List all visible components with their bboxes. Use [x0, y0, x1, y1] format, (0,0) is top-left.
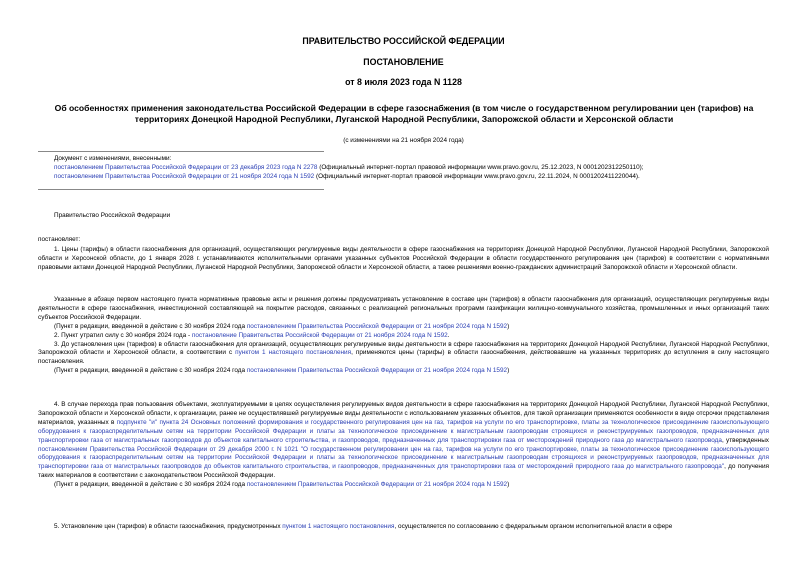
paragraphs-1b-3	[38, 296, 769, 376]
edition-note: (Пункт в редакции, введенной в действие с 30 ноября 2024 года постановлением Правительства Российской Федерации от 21 ноября 2024 года N 1592)	[54, 481, 510, 489]
paragraph-5: 5. Установление цен (тарифов) в области газоснабжения, предусмотренных пунктом 1 настоящего постановления, осуществляется по согласованию с федеральным органом исполнительной власти в сфере	[54, 523, 673, 530]
paragraph-5-block	[38, 523, 769, 532]
paragraph-4-link-basics[interactable]: подпункте "и" пункта 24 Основных положений формирования и государственного регулирования цен на газ, тарифов на услуги по его транспортировке, платы за технологическое присоединение газоиспользующего оборудования к газораспределительным сетям на территории Российской Федерации и платы за технологическое присоединение к магистральным газопроводам строящихся и реконструируемых газопроводов, предназначенных для транспортировки газа от магистральных газопроводов до объектов капитального строительства, и газопроводов, предназначенных для транспортировки газа от месторождений природного газа до магистрального газопровода	[38, 418, 769, 444]
edition-note-link[interactable]: постановлением Правительства Российской Федерации от 21 ноября 2024 года N 1592	[246, 481, 508, 489]
paragraph-4-block	[38, 401, 769, 490]
divider-top	[38, 151, 324, 152]
paragraph-3: 3. До установления цен (тарифов) в области газоснабжения для организаций, осуществляющих регулируемые виды деятельности в сфере газоснабжения на территориях Донецкой Народной Республики, Луганской Народной Республики, Запорожской области и Херсонской области, в соответствии с пунктом 1 настоящего постановления, применяются цены (тарифы) в области газоснабжения, действовавшие на указанных территориях до вступления в силу настоящего постановления.	[38, 340, 769, 366]
edition-note: (Пункт в редакции, введенной в действие с 30 ноября 2024 года постановлением Правительства Российской Федерации от 21 ноября 2024 года N 1592)	[54, 367, 510, 375]
edition-note: (Пункт в редакции, введенной в действие с 30 ноября 2024 года постановлением Правительства Российской Федерации от 21 ноября 2024 года N 1592)	[54, 322, 510, 330]
change-source: (Официальный интернет-портал правовой информации www.pravo.gov.ru, 25.12.2023, N 0001202312250110);	[317, 163, 644, 171]
changes-block	[54, 155, 774, 182]
paragraph-1b: Указанные в абзаце первом настоящего пункта нормативные правовые акты и решения должны предусматривать установление в составе цен (тарифов) в области газоснабжения для организаций, осуществляющих регулируемые виды деятельности в сфере газоснабжения, инвестиционной составляющей на покрытие расходов, связанных с реализацией региональных программ газификации жилищно-коммунального хозяйства, промышленных и иных организаций таких субъектов Российской Федерации.	[38, 296, 769, 321]
paragraph-2-link[interactable]: постановление Правительства Российской Федерации от 21 ноября 2024 года N 1592	[191, 331, 448, 339]
change-link-2278[interactable]: постановлением Правительства Российской Федерации от 23 декабря 2023 года N 2278	[54, 163, 318, 171]
paragraph-2: 2. Пункт утратил силу с 30 ноября 2024 года - постановление Правительства Российской Федерации от 21 ноября 2024 года N 1592.	[54, 331, 450, 339]
revision-note: (с изменениями на 21 ноября 2024 года)	[343, 137, 464, 144]
document-date: от 8 июля 2023 года N 1128	[345, 77, 462, 87]
change-link-1592[interactable]: постановлением Правительства Российской Федерации от 21 ноября 2024 года N 1592	[54, 172, 315, 180]
paragraph-1-text: 1. Цены (тарифы) в области газоснабжения для организаций, осуществляющих регулируемые виды деятельности в сфере газоснабжения на территориях Донецкой Народной Республики, Луганской Народной Республики, Запорожской области и Херсонской области, до 1 января 2028 г. устанавливаются исполнительными органами указанных субъектов Российской Федерации в области государственного регулирования цен (тарифов) в соответствии с нормативными правовыми актами Донецкой Народной Республики, Луганской Народной Республики, Запорожской области и Херсонской области, а также решениями военно-гражданских администраций Запорожской области и Херсонской области.	[38, 246, 769, 271]
change-source: (Официальный интернет-портал правовой информации www.pravo.gov.ru, 22.11.2024, N 0001202411220044).	[314, 172, 640, 180]
paragraph-1	[38, 246, 769, 273]
change-entry	[54, 164, 774, 173]
edition-note-link[interactable]: постановлением Правительства Российской Федерации от 21 ноября 2024 года N 1592	[246, 322, 508, 330]
decree-word: постановляет:	[38, 236, 81, 243]
paragraph-3-link[interactable]: пунктом 1 настоящего постановления	[235, 349, 352, 357]
government-line: Правительство Российской Федерации	[54, 212, 171, 219]
government-heading: ПРАВИТЕЛЬСТВО РОССИЙСКОЙ ФЕДЕРАЦИИ	[302, 36, 505, 46]
paragraph-5-link[interactable]: пунктом 1 настоящего постановления	[282, 523, 395, 530]
divider-bottom	[38, 189, 324, 190]
edition-note-link[interactable]: постановлением Правительства Российской Федерации от 21 ноября 2024 года N 1592	[246, 367, 508, 375]
document-title: Об особенностях применения законодательства Российской Федерации в сфере газоснабжения (в том числе о государственном регулировании цен (тарифов) на территориях Донецкой Народной Республики, Луганской Народной Республики, Запорожской области и Херсонской области	[54, 103, 754, 124]
paragraph-4-link-1021[interactable]: постановлением Правительства Российской Федерации от 29 декабря 2000 г. N 1021 "О государственном регулировании цен на газ, тарифов на услуги по его транспортировке, платы за технологическое присоединение газоиспользующего оборудования к газораспределительным сетям на территории Российской Федерации и платы за технологическое присоединение к магистральным газопроводам строящихся и реконструируемых газопроводов, предназначенных для транспортировки газа от магистральных газопроводов до объектов капитального строительства, и газопроводов, предназначенных для транспортировки газа от месторождений природного газа до магистрального газопровода"	[38, 445, 769, 471]
paragraph-4: 4. В случае перехода прав пользования объектами, эксплуатируемыми в целях осуществления регулируемых видов деятельности в сфере газоснабжения на территориях Донецкой Народной Республики, Луганской Народной Республики, Запорожской области и Херсонской области, к организации, ранее не осуществлявшей регулируемые виды деятельности с использованием указанных объектов, для такой организации применяются особенности в виде отсрочки представления материалов, указанных в подпункте "и" пункта 24 Основных положений формирования и государственного регулирования цен на газ, тарифов на услуги по его транспортировке, платы за технологическое присоединение газоиспользующего оборудования к газораспределительным сетям на территории Российской Федерации и платы за технологическое присоединение к магистральным газопроводам строящихся и реконструируемых газопроводов, предназначенных для транспортировки газа от магистральных газопроводов до объектов капитального строительства, и газопроводов, предназначенных для транспортировки газа от месторождений природного газа до магистрального газопровода, утвержденных постановлением Правительства Российской Федерации от 29 декабря 2000 г. N 1021 "О государственном регулировании цен на газ, тарифов на услуги по его транспортировке, платы за технологическое присоединение газоиспользующего оборудования к газораспределительным сетям на территории Российской Федерации и платы за технологическое присоединение к магистральным газопроводам строящихся и реконструируемых газопроводов, предназначенных для транспортировки газа от магистральных газопроводов до объектов капитального строительства, и газопроводов, предназначенных для транспортировки газа от месторождений природного газа до магистрального газопровода", до получения таких материалов в соответствии с законодательством Российской Федерации.	[38, 401, 769, 480]
change-entry	[54, 173, 774, 182]
document-type: ПОСТАНОВЛЕНИЕ	[363, 57, 444, 67]
changes-label: Документ с изменениями, внесенными:	[54, 155, 172, 162]
